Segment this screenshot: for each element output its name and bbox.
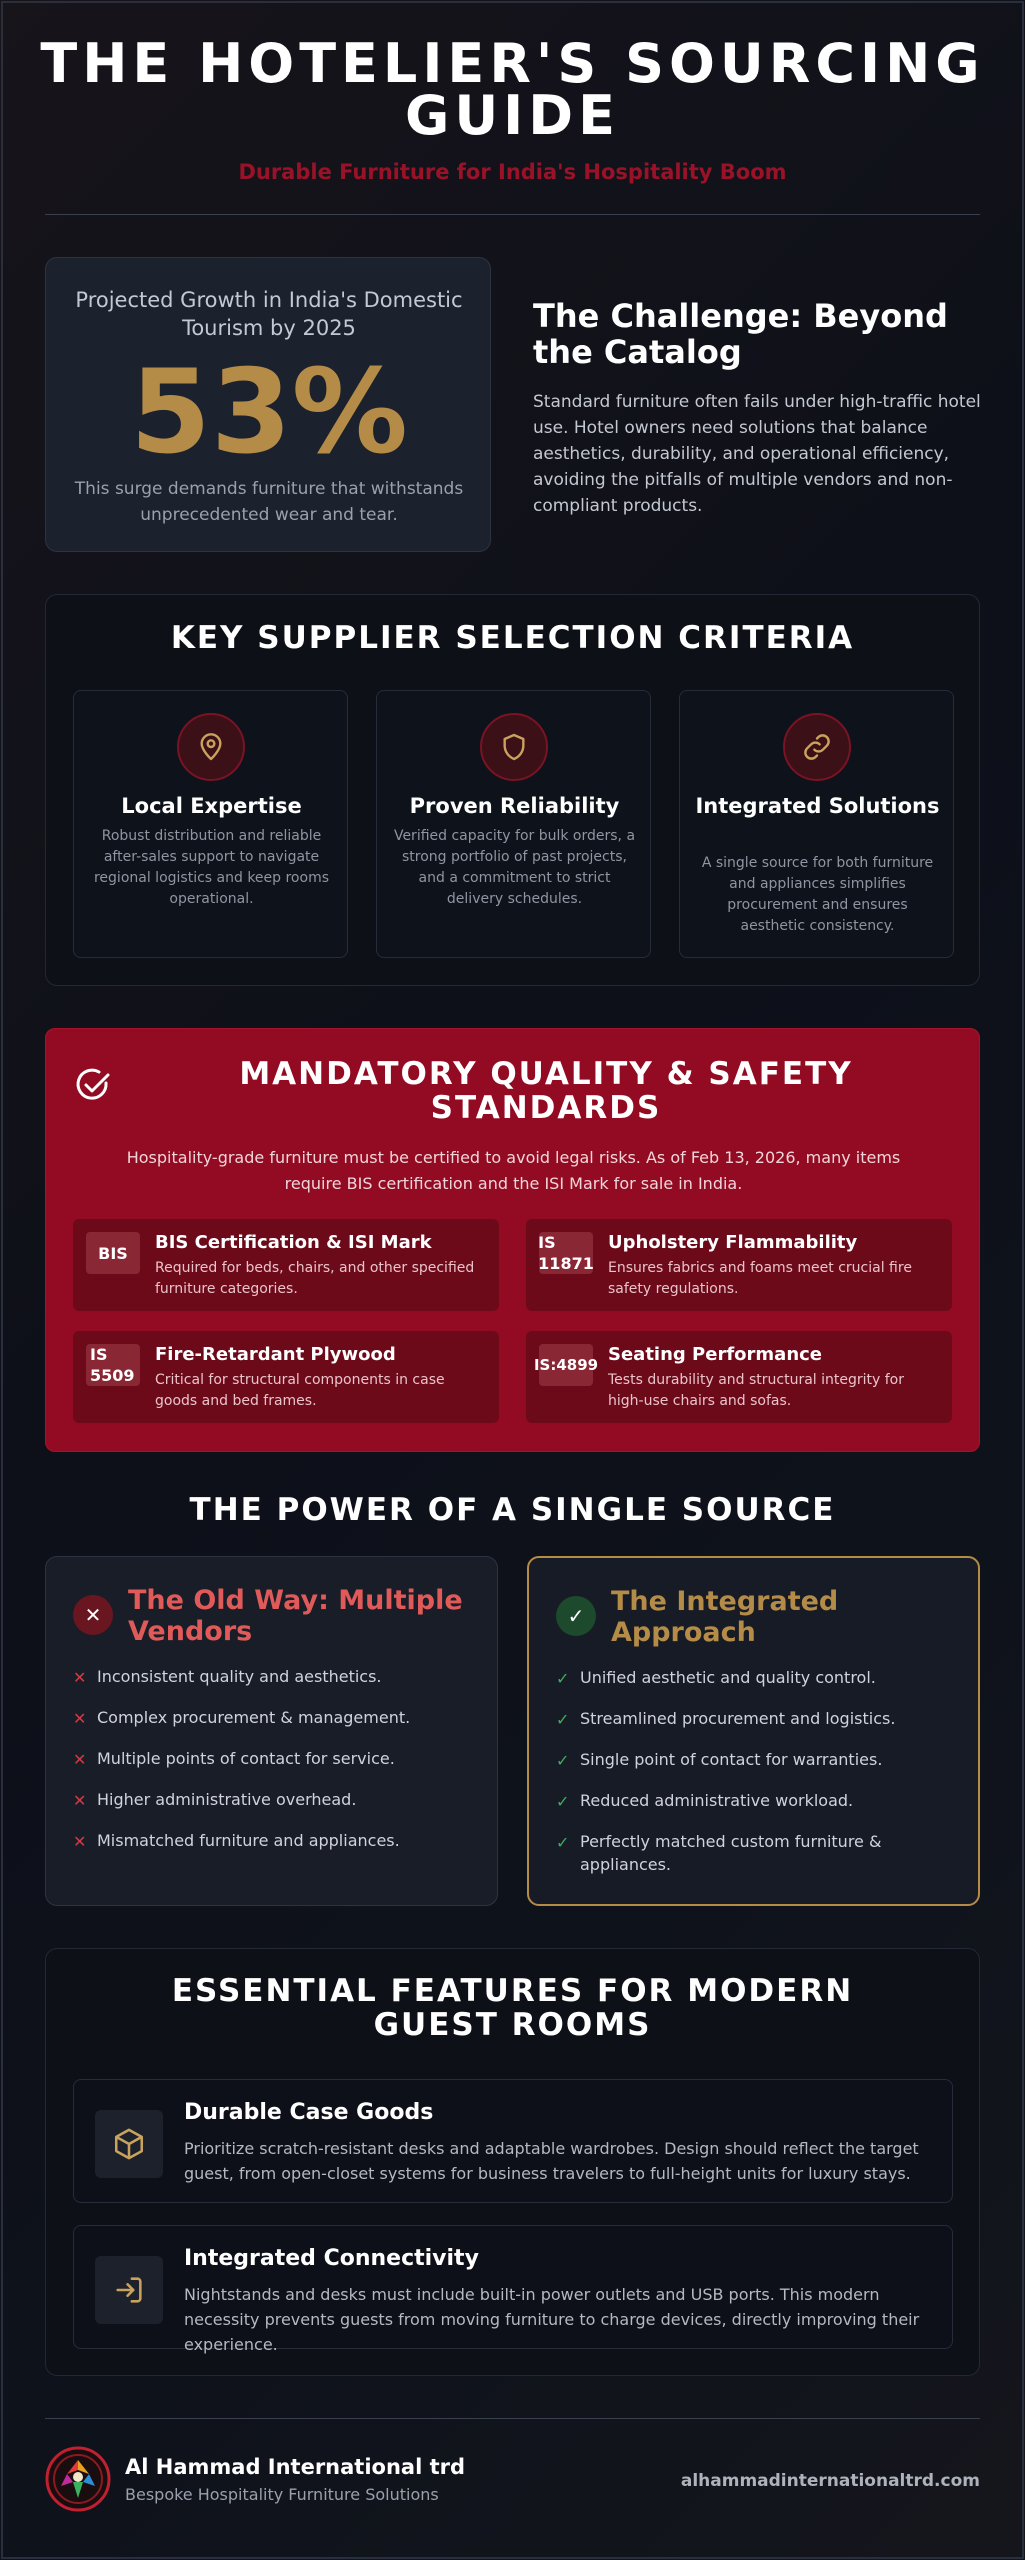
standard-title: Fire-Retardant Plywood: [155, 1344, 396, 1365]
check-icon: ✓: [556, 1792, 570, 1811]
list-item: ✓ Perfectly matched custom furniture & appliances.: [556, 1832, 882, 1874]
cross-icon: ✕: [73, 1668, 87, 1687]
website-link[interactable]: alhammadinternationaltrd.com: [680, 2471, 980, 2491]
features-title: ESSENTIAL FEATURES FOR MODERN GUEST ROOMS: [171, 1973, 854, 2043]
stat-label: Projected Growth in India's Domestic Tourism by 2025: [75, 288, 463, 340]
quality-intro: Hospitality-grade furniture must be certified to avoid legal risks. As of Feb 13, 2026, many items require BIS certification and the ISI Mark for sale in India.: [126, 1148, 901, 1193]
criteria-card-local-expertise: [73, 690, 348, 958]
standard-badge: IS 11871: [538, 1233, 594, 1273]
standard-card-is-4899: [526, 1331, 952, 1423]
check-icon: ✓: [556, 1833, 570, 1852]
list-item: ✕ Inconsistent quality and aesthetics.: [73, 1667, 382, 1687]
cross-icon: ✕: [73, 1832, 87, 1851]
criteria-title-text: Local Expertise: [121, 794, 302, 818]
stat-note: This surge demands furniture that withstands unprecedented wear and tear.: [74, 479, 464, 525]
check-icon: ✓: [556, 1710, 570, 1729]
list-item: ✓ Unified aesthetic and quality control.: [556, 1668, 876, 1688]
criteria-card-integrated-solutions: [679, 690, 954, 958]
challenge-title: The Challenge: Beyond the Catalog: [533, 297, 948, 371]
company-name: Al Hammad International trd: [125, 2455, 466, 2479]
standard-card-is-11871: [526, 1219, 952, 1311]
standard-badge: IS 5509: [86, 1344, 140, 1386]
company-tagline: Bespoke Hospitality Furniture Solutions: [125, 2485, 439, 2504]
criteria-description: Verified capacity for bulk orders, a strong portfolio of past projects, and a commitment to strict delivery schedules.: [393, 828, 636, 907]
integrated-approach-card: [527, 1556, 980, 1906]
criteria-card-proven-reliability: [376, 690, 651, 958]
standard-text: Ensures fabrics and foams meet crucial fire safety regulations.: [608, 1260, 912, 1297]
integrated-approach-title: The Integrated Approach: [611, 1586, 839, 1648]
old-way-list: [73, 1665, 473, 1870]
standard-card-is-5509: [73, 1331, 499, 1423]
criteria-title: KEY SUPPLIER SELECTION CRITERIA: [170, 620, 855, 656]
check-icon: ✓: [556, 1596, 596, 1636]
criteria-section: [45, 594, 980, 986]
standard-title: Upholstery Flammability: [608, 1232, 858, 1253]
cross-icon: ✕: [73, 1709, 87, 1728]
challenge-text: Standard furniture often fails under high-traffic hotel use. Hotel owners need solutions that balance aesthetics, durability, and operational efficiency, avoiding the pitfalls of multiple vendors and non-compliant products.: [533, 392, 981, 516]
list-item: ✓ Reduced administrative workload.: [556, 1791, 854, 1811]
features-section: [45, 1948, 980, 2376]
cross-icon: ✕: [73, 1791, 87, 1810]
header-divider: [45, 214, 980, 215]
page-subtitle: Durable Furniture for India's Hospitality Boom: [238, 160, 787, 184]
standard-title: BIS Certification & ISI Mark: [155, 1232, 432, 1253]
quality-title: MANDATORY QUALITY & SAFETY STANDARDS: [239, 1056, 853, 1126]
criteria-description: Robust distribution and reliable after-sales support to navigate regional logistics and keep rooms operational.: [93, 828, 329, 907]
feature-text: Nightstands and desks must include built-in power outlets and USB ports. This modern necessity prevents guests from moving furniture to charge devices, directly improving their experience.: [184, 2285, 920, 2354]
cross-icon: ✕: [73, 1595, 113, 1635]
cube-icon: [95, 2110, 163, 2178]
plug-in-icon: [95, 2256, 163, 2324]
old-way-card: [45, 1556, 498, 1906]
stat-value: 53%: [130, 345, 408, 480]
quality-standards-section: [45, 1028, 980, 1452]
feature-title: Durable Case Goods: [184, 2100, 434, 2125]
check-icon: ✓: [556, 1669, 570, 1688]
standard-text: Critical for structural components in case goods and bed frames.: [155, 1372, 445, 1409]
list-item: ✕ Mismatched furniture and appliances.: [73, 1831, 400, 1851]
check-icon: ✓: [556, 1751, 570, 1770]
footer-divider: [45, 2418, 980, 2419]
list-item: ✕ Multiple points of contact for service.: [73, 1749, 395, 1769]
shield-icon: [480, 713, 548, 781]
list-item: ✓ Single point of contact for warranties.: [556, 1750, 883, 1770]
criteria-description: A single source for both furniture and appliances simplifies procurement and ensures aesthetic consistency.: [701, 855, 934, 934]
standard-badge: IS:4899: [539, 1344, 593, 1386]
standard-text: Required for beds, chairs, and other specified furniture categories.: [155, 1260, 475, 1297]
list-item: ✕ Complex procurement & management.: [73, 1708, 411, 1728]
feature-text: Prioritize scratch-resistant desks and adaptable wardrobes. Design should reflect the target guest, from open-closet systems for business travelers to full-height units for luxury stays.: [184, 2139, 919, 2183]
link-icon: [783, 713, 851, 781]
standard-badge: BIS: [86, 1232, 140, 1274]
integrated-approach-list: [556, 1666, 956, 1894]
standard-title: Seating Performance: [608, 1344, 823, 1365]
cross-icon: ✕: [73, 1750, 87, 1769]
feature-card-connectivity: [73, 2225, 953, 2354]
standard-text: Tests durability and structural integrity for high-use chairs and sofas.: [608, 1372, 904, 1409]
page-title: THE HOTELIER'S SOURCING GUIDE: [40, 32, 985, 147]
feature-card-case-goods: [73, 2079, 953, 2203]
list-item: ✓ Streamlined procurement and logistics.: [556, 1709, 896, 1729]
check-circle-icon: [73, 1065, 113, 1105]
growth-stat-card: [45, 257, 491, 552]
old-way-title: The Old Way: Multiple Vendors: [128, 1585, 463, 1647]
criteria-title-text: Integrated Solutions: [695, 794, 940, 818]
list-item: ✕ Higher administrative overhead.: [73, 1790, 357, 1810]
criteria-title-text: Proven Reliability: [409, 794, 620, 818]
standard-card-bis: [73, 1219, 499, 1311]
map-pin-icon: [177, 713, 245, 781]
single-source-title: THE POWER OF A SINGLE SOURCE: [189, 1492, 836, 1528]
company-logo-icon: [45, 2446, 111, 2512]
feature-title: Integrated Connectivity: [184, 2246, 479, 2271]
